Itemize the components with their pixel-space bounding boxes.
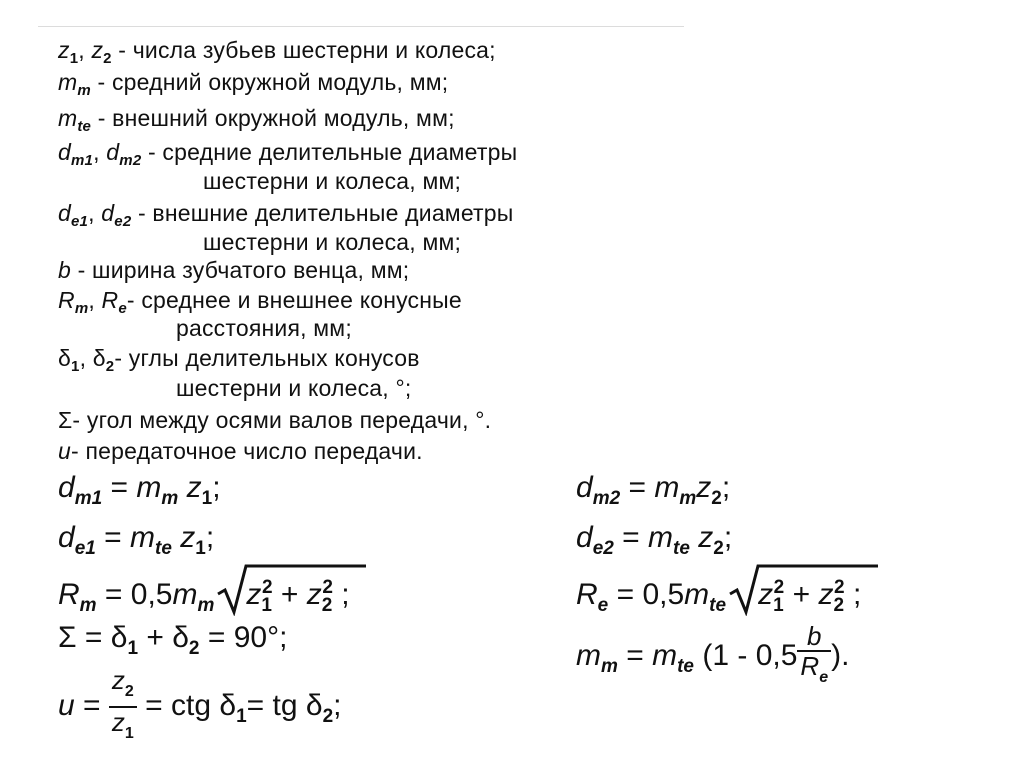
def-mte: $m_{te}$ - внешний окружной модуль, мм; [58,105,455,135]
def-z: $z_1$, $z_2$ - числа зубьев шестерни и колеса; [58,37,496,67]
def-sigma: Σ- угол между осями валов передачи, °. [58,407,492,433]
def-delta-cont: шестерни и колеса, °; [176,375,412,401]
formula-dm2: $d_{m2} = m_mz_2$; [576,471,731,509]
def-R: $R_m$, $R_e-$ среднее и внешнее конусные [58,287,462,317]
def-de-cont: шестерни и колеса, мм; [203,229,462,255]
def-dm-cont: шестерни и колеса, мм; [203,168,462,194]
fraction: $\frac{b}{R_e}$ [797,622,831,692]
fraction: $\frac{z_2}{z_1}$ [109,666,137,748]
sqrt-sign: $z_1^2 + z_2^2$ [728,570,845,624]
sqrt-sign: $z_1^2 + z_2^2$ [216,570,333,624]
def-u: u- передаточное число передачи. [58,438,423,464]
def-b: b - ширина зубчатого венца, мм; [58,257,410,283]
formula-Re: $R_e = 0,5m_{te}$ $z_1^2 + z_2^2$ ; [576,570,861,624]
formula-mm: $m_m = m_{te}$ (1 - 0,5 $\frac{b}{R_e}$ ). [576,622,849,692]
def-de: $d_{e1}$, $d_{e2}$ - внешние делительные диаметры [58,200,514,230]
formula-u: u = $\frac{z_2}{z_1}$ = ctg $\delta_1=$ tg $\delta_2$; [58,666,342,748]
formula-de1: $d_{e1} = m_{te}$ $z_1$; [58,521,215,559]
formula-dm1: $d_{m1} = m_m$ $z_1$; [58,471,221,509]
formula-sum: $\Sigma = \delta_1 + \delta_2 = 90^\circ$; [58,621,288,659]
def-mm: $m_m$ - средний окружной модуль, мм; [58,69,449,99]
def-dm: $d_{m1}$, $d_{m2}$ - средние делительные диаметры [58,139,518,169]
top-rule [38,26,684,27]
def-R-cont: расстояния, мм; [176,315,352,341]
formula-Rm: $R_m = 0,5m_m$ $z_1^2 + z_2^2$ ; [58,570,350,624]
formula-de2: $d_{e2} = m_{te}$ $z_2$; [576,521,733,559]
def-delta: $\delta_1$, $\delta_2-$ углы делительных конусов [58,345,420,375]
